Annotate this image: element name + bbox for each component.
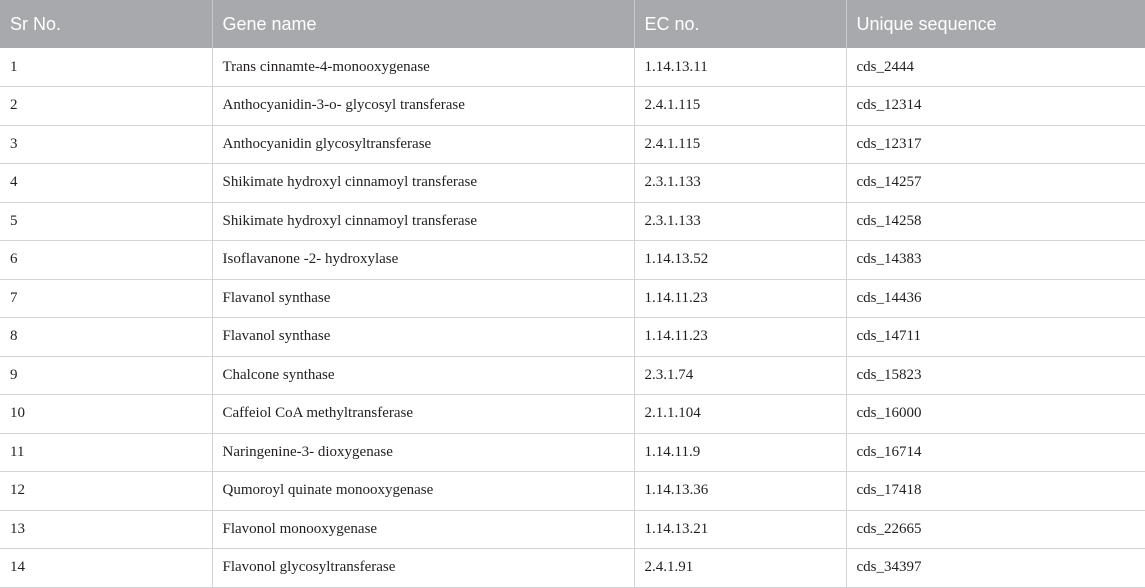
cell-ec-no: 2.3.1.133 [634,164,846,203]
table-row [0,433,1145,472]
cell-unique-sequence: cds_15823 [846,356,1145,395]
cell-sr-no: 11 [0,433,212,472]
cell-unique-sequence: cds_14436 [846,279,1145,318]
cell-unique-sequence: cds_17418 [846,472,1145,511]
cell-ec-no: 1.14.11.9 [634,433,846,472]
cell-sr-no: 3 [0,125,212,164]
table-body [0,48,1145,587]
cell-ec-no: 2.4.1.115 [634,125,846,164]
cell-unique-sequence: cds_12317 [846,125,1145,164]
cell-unique-sequence: cds_14711 [846,318,1145,357]
table-row [0,48,1145,87]
cell-gene-name: Anthocyanidin glycosyltransferase [212,125,634,164]
cell-unique-sequence: cds_16000 [846,395,1145,434]
cell-gene-name: Flavanol synthase [212,279,634,318]
cell-sr-no: 8 [0,318,212,357]
cell-sr-no: 4 [0,164,212,203]
cell-gene-name: Qumoroyl quinate monooxygenase [212,472,634,511]
cell-sr-no: 6 [0,241,212,280]
cell-gene-name: Flavanol synthase [212,318,634,357]
cell-sr-no: 10 [0,395,212,434]
table-row [0,510,1145,549]
cell-unique-sequence: cds_14257 [846,164,1145,203]
cell-sr-no: 1 [0,48,212,87]
table-row [0,164,1145,203]
table-row [0,202,1145,241]
cell-unique-sequence: cds_34397 [846,549,1145,588]
table-row [0,318,1145,357]
table-row [0,549,1145,588]
cell-sr-no: 14 [0,549,212,588]
header-ec-no: EC no. [634,0,846,48]
table-header [0,0,1145,48]
cell-sr-no: 12 [0,472,212,511]
table-row [0,241,1145,280]
cell-ec-no: 2.3.1.74 [634,356,846,395]
table-row [0,125,1145,164]
cell-gene-name: Anthocyanidin-3-o- glycosyl transferase [212,87,634,126]
cell-ec-no: 1.14.13.11 [634,48,846,87]
cell-sr-no: 2 [0,87,212,126]
table-row [0,356,1145,395]
cell-ec-no: 2.1.1.104 [634,395,846,434]
cell-ec-no: 1.14.13.21 [634,510,846,549]
cell-ec-no: 1.14.13.36 [634,472,846,511]
cell-sr-no: 5 [0,202,212,241]
cell-gene-name: Flavonol glycosyltransferase [212,549,634,588]
table-row [0,395,1145,434]
table-row [0,87,1145,126]
header-unique-sequence: Unique sequence [856,13,997,34]
cell-gene-name: Shikimate hydroxyl cinnamoyl transferase [212,164,634,203]
table-row [0,472,1145,511]
cell-gene-name: Chalcone synthase [212,356,634,395]
header-row [0,0,1145,48]
cell-ec-no: 1.14.13.52 [634,241,846,280]
cell-gene-name: Shikimate hydroxyl cinnamoyl transferase [212,202,634,241]
cell-gene-name: Flavonol monooxygenase [212,510,634,549]
cell-unique-sequence: cds_14258 [846,202,1145,241]
cell-ec-no: 2.3.1.133 [634,202,846,241]
cell-ec-no: 1.14.11.23 [634,318,846,357]
cell-ec-no: 1.14.11.23 [634,279,846,318]
cell-unique-sequence: cds_22665 [846,510,1145,549]
cell-unique-sequence: cds_12314 [846,87,1145,126]
cell-ec-no: 2.4.1.91 [634,549,846,588]
header-gene-name: Gene name [212,0,634,48]
cell-gene-name: Naringenine-3- dioxygenase [212,433,634,472]
header-sr-no: Sr No. [0,0,212,48]
cell-gene-name: Isoflavanone -2- hydroxylase [212,241,634,280]
cell-sr-no: 7 [0,279,212,318]
cell-sr-no: 9 [0,356,212,395]
cell-gene-name: Caffeiol CoA methyltransferase [212,395,634,434]
cell-gene-name: Trans cinnamte-4-monooxygenase [212,48,634,87]
cell-unique-sequence: cds_16714 [846,433,1145,472]
cell-sr-no: 13 [0,510,212,549]
cell-ec-no: 2.4.1.115 [634,87,846,126]
cell-unique-sequence: cds_2444 [846,48,1145,87]
cell-unique-sequence: cds_14383 [846,241,1145,280]
table-row [0,279,1145,318]
